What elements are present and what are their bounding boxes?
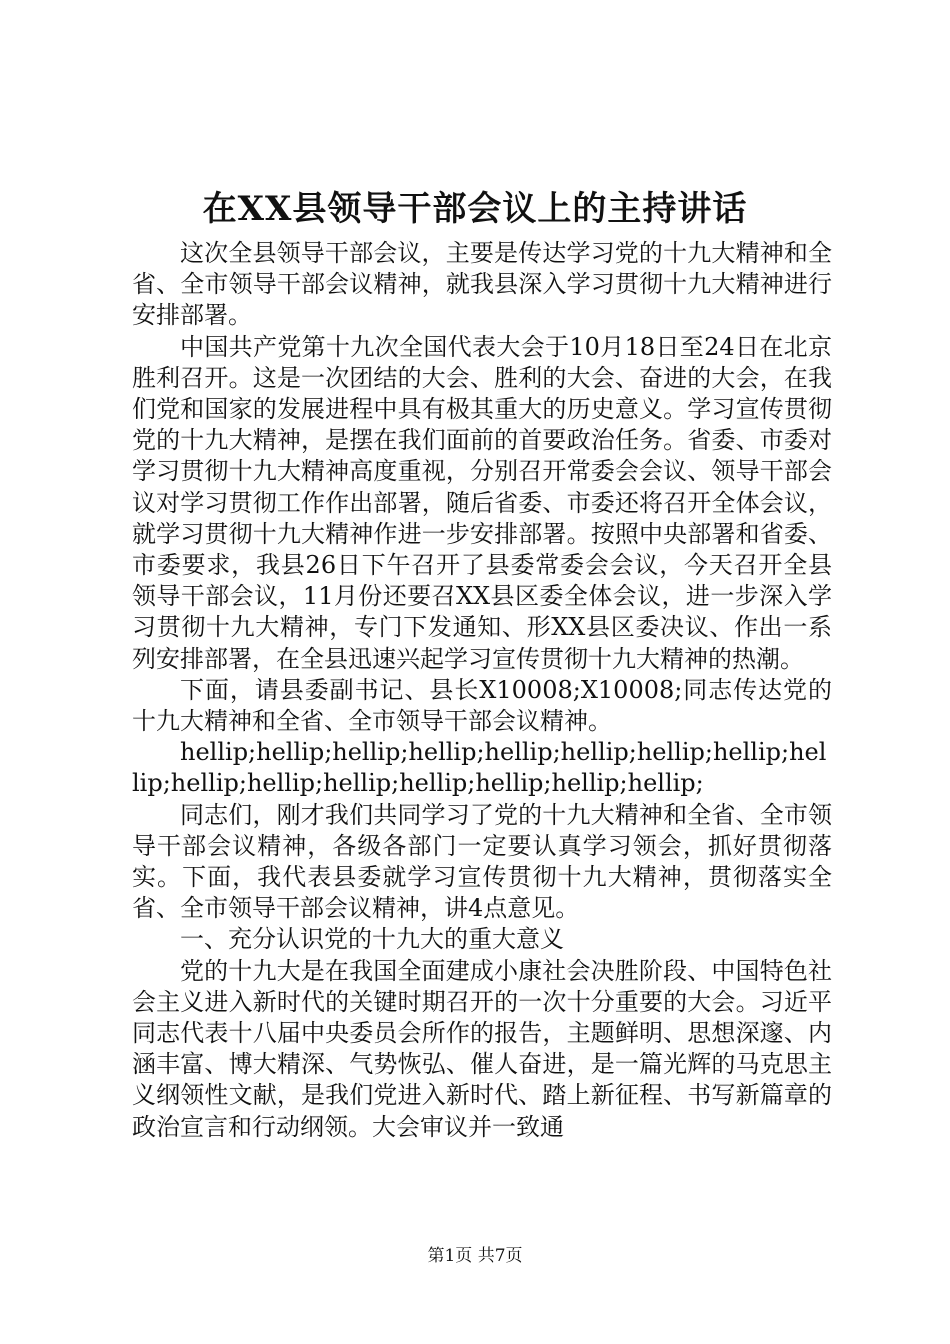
paragraph-invite-speaker: 下面，请县委副书记、县长X10008;X10008;同志传达党的十九大精神和全省、全市领导干部会议精神。: [132, 675, 832, 736]
section-heading-1: 一、充分认识党的十九大的重大意义: [180, 925, 564, 954]
paragraph-congress: 中国共产党第十九次全国代表大会于10月18日至24日在北京胜利召开。这是一次团结的大会、胜利的大会、奋进的大会，在我们党和国家的发展进程中具有极其重大的历史意义。学习宣传贯彻党的十九大精神，是摆在我们面前的首要政治任务。省委、市委对学习贯彻十九大精神高度重视，分别召开常委会会议、领导干部会议对学习贯彻工作作出部署，随后省委、市委还将召开全体会议，就学习贯彻十九大精神作进一步安排部署。按照中央部署和省委、市委要求，我县26日下午召开了县委常委会会议，今天召开全县领导干部会议，11月份还要召XX县区委全体会议，进一步深入学习贯彻十九大精神，专门下发通知、形XX县区委决议、作出一系列安排部署，在全县迅速兴起学习宣传贯彻十九大精神的热潮。: [132, 332, 832, 673]
paragraph-ellipsis: hellip;hellip;hellip;hellip;hellip;hellip;hellip;hellip;hellip;hellip;hellip;hellip;hellip;hellip;hellip;hellip;: [132, 738, 827, 798]
page-footer: 第1页 共7页: [427, 1246, 523, 1266]
document-body: [132, 238, 832, 1143]
paragraph-significance: 党的十九大是在我国全面建成小康社会决胜阶段、中国特色社会主义进入新时代的关键时期召开的一次十分重要的大会。习近平同志代表十八届中央委员会所作的报告，主题鲜明、思想深邃、内涵丰富、博大精深、气势恢弘、催人奋进，是一篇光辉的马克思主义纲领性文献，是我们党进入新时代、踏上新征程、书写新篇章的政治宣言和行动纲领。大会审议并一致通: [132, 956, 832, 1141]
paragraph-comrades: 同志们，刚才我们共同学习了党的十九大精神和全省、全市领导干部会议精神，各级各部门一定要认真学习领会，抓好贯彻落实。下面，我代表县委就学习宣传贯彻十九大精神，贯彻落实全省、全市领导干部会议精神，讲4点意见。: [132, 800, 832, 923]
document-title: 在XX县领导干部会议上的主持讲话: [202, 189, 748, 229]
paragraph-intro: 这次全县领导干部会议，主要是传达学习党的十九大精神和全省、全市领导干部会议精神，就我县深入学习贯彻十九大精神进行安排部署。: [132, 239, 832, 330]
